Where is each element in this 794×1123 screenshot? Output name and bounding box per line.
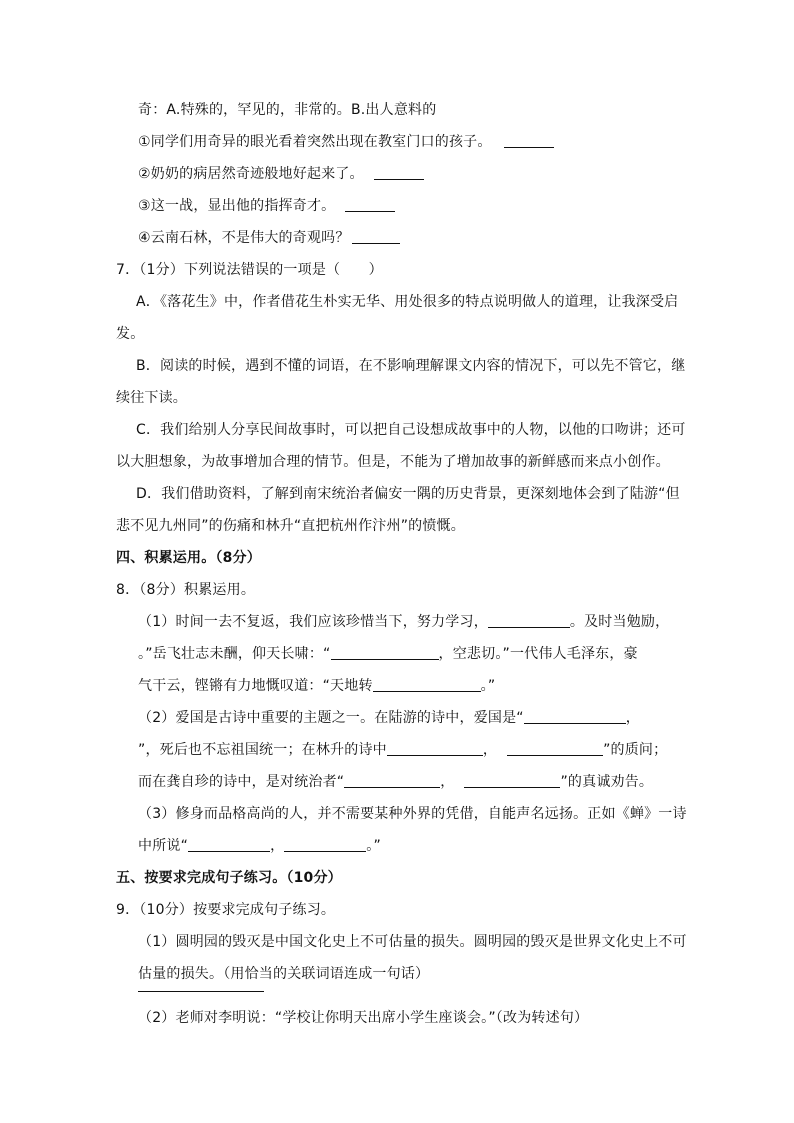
q7-option-b-cont: 续往下读。 xyxy=(116,390,187,406)
answer-blank[interactable] xyxy=(344,773,440,788)
answer-blank[interactable] xyxy=(504,133,554,148)
q9-part1-line2: 估量的损失。（用恰当的关联词语连成一句话） xyxy=(138,966,430,982)
definition-line: 奇：A.特殊的，罕见的，非常的。B.出人意料的 xyxy=(138,102,437,118)
q8-part3-line1: （3）修身而品格高尚的人，并不需要某种外界的凭借，自能声名远扬。正如《蝉》一诗 xyxy=(138,806,687,822)
q6-item-2: ②奶奶的病居然奇迹般地好起来了。 xyxy=(138,164,424,184)
answer-blank[interactable] xyxy=(507,741,603,756)
answer-blank[interactable] xyxy=(488,613,570,628)
answer-blank[interactable] xyxy=(345,197,395,212)
answer-blank[interactable] xyxy=(374,165,424,180)
q7-option-b[interactable]: B．阅读的时候，遇到不懂的词语，在不影响理解课文内容的情况下，可以先不管它，继 xyxy=(136,358,686,374)
q9-part2: （2）老师对李明说：“学校让你明天出席小学生座谈会。”（改为转述句） xyxy=(138,1010,589,1026)
q7-option-c[interactable]: C．我们给别人分享民间故事时，可以把自己设想成故事中的人物，以他的口吻讲；还可 xyxy=(136,422,686,438)
q6-item-4: ④云南石林，不是伟大的奇观吗？ xyxy=(138,228,400,248)
q6-item-3: ③这一战，显出他的指挥奇才。 xyxy=(138,196,395,216)
q7-stem: 7．（1分）下列说法错误的一项是（ ） xyxy=(116,262,383,278)
q7-option-a-cont: 发。 xyxy=(116,326,145,342)
q7-option-a[interactable]: A．《落花生》中，作者借花生朴实无华、用处很多的特点说明做人的道理，让我深受启 xyxy=(136,294,679,310)
answer-blank[interactable] xyxy=(284,837,366,852)
q8-part2-line1: （2）爱国是古诗中重要的主题之一。在陆游的诗中，爱国是“ ， xyxy=(138,710,640,726)
answer-blank[interactable] xyxy=(524,709,626,724)
section-heading-4: 四、积累运用。（8分） xyxy=(116,550,261,566)
q8-part2-line3: 而在龚自珍的诗中，是对统治者“ ， ”的真诚劝告。 xyxy=(138,774,654,790)
section-heading-5: 五、按要求完成句子练习。（10分） xyxy=(116,870,342,886)
answer-blank[interactable] xyxy=(331,645,439,660)
q8-part1-line3: 气干云，铿锵有力地慨叹道：“天地转 。” xyxy=(138,678,496,694)
answer-blank[interactable] xyxy=(373,677,481,692)
answer-blank[interactable] xyxy=(387,741,483,756)
answer-blank[interactable] xyxy=(138,977,264,992)
q8-part1-line2: 。”岳飞壮志未酬，仰天长啸：“ ，空悲切。”一代伟人毛泽东，豪 xyxy=(138,646,638,662)
q9-part1-line1: （1）圆明园的毁灭是中国文化史上不可估量的损失。圆明园的毁灭是世界文化史上不可 xyxy=(138,934,687,950)
q9-answer-line[interactable] xyxy=(138,976,264,996)
q8-part1-line1: （1）时间一去不复返，我们应该珍惜当下，努力学习， 。及时当勉励， xyxy=(138,614,670,630)
answer-blank[interactable] xyxy=(464,773,560,788)
answer-blank[interactable] xyxy=(352,229,400,244)
q7-option-d[interactable]: D．我们借助资料，了解到南宋统治者偏安一隅的历史背景，更深刻地体会到了陆游“但 xyxy=(136,486,680,502)
answer-blank[interactable] xyxy=(188,837,270,852)
q8-stem: 8．（8分）积累运用。 xyxy=(116,582,256,598)
q8-part3-line2: 中所说“ ， 。” xyxy=(138,838,381,854)
q7-option-c-cont: 以大胆想象，为故事增加合理的情节。但是，不能为了增加故事的新鲜感而来点小创作。 xyxy=(116,454,670,470)
q8-part2-line2: ”，死后也不忘祖国统一；在林升的诗中 ， ”的质问； xyxy=(138,742,668,758)
q7-option-d-cont: 悲不见九州同”的伤痛和林升“直把杭州作汴州”的愤慨。 xyxy=(116,518,465,534)
q6-item-1: ①同学们用奇异的眼光看着突然出现在教室门口的孩子。 xyxy=(138,132,554,152)
q9-stem: 9．（10分）按要求完成句子练习。 xyxy=(116,902,336,918)
